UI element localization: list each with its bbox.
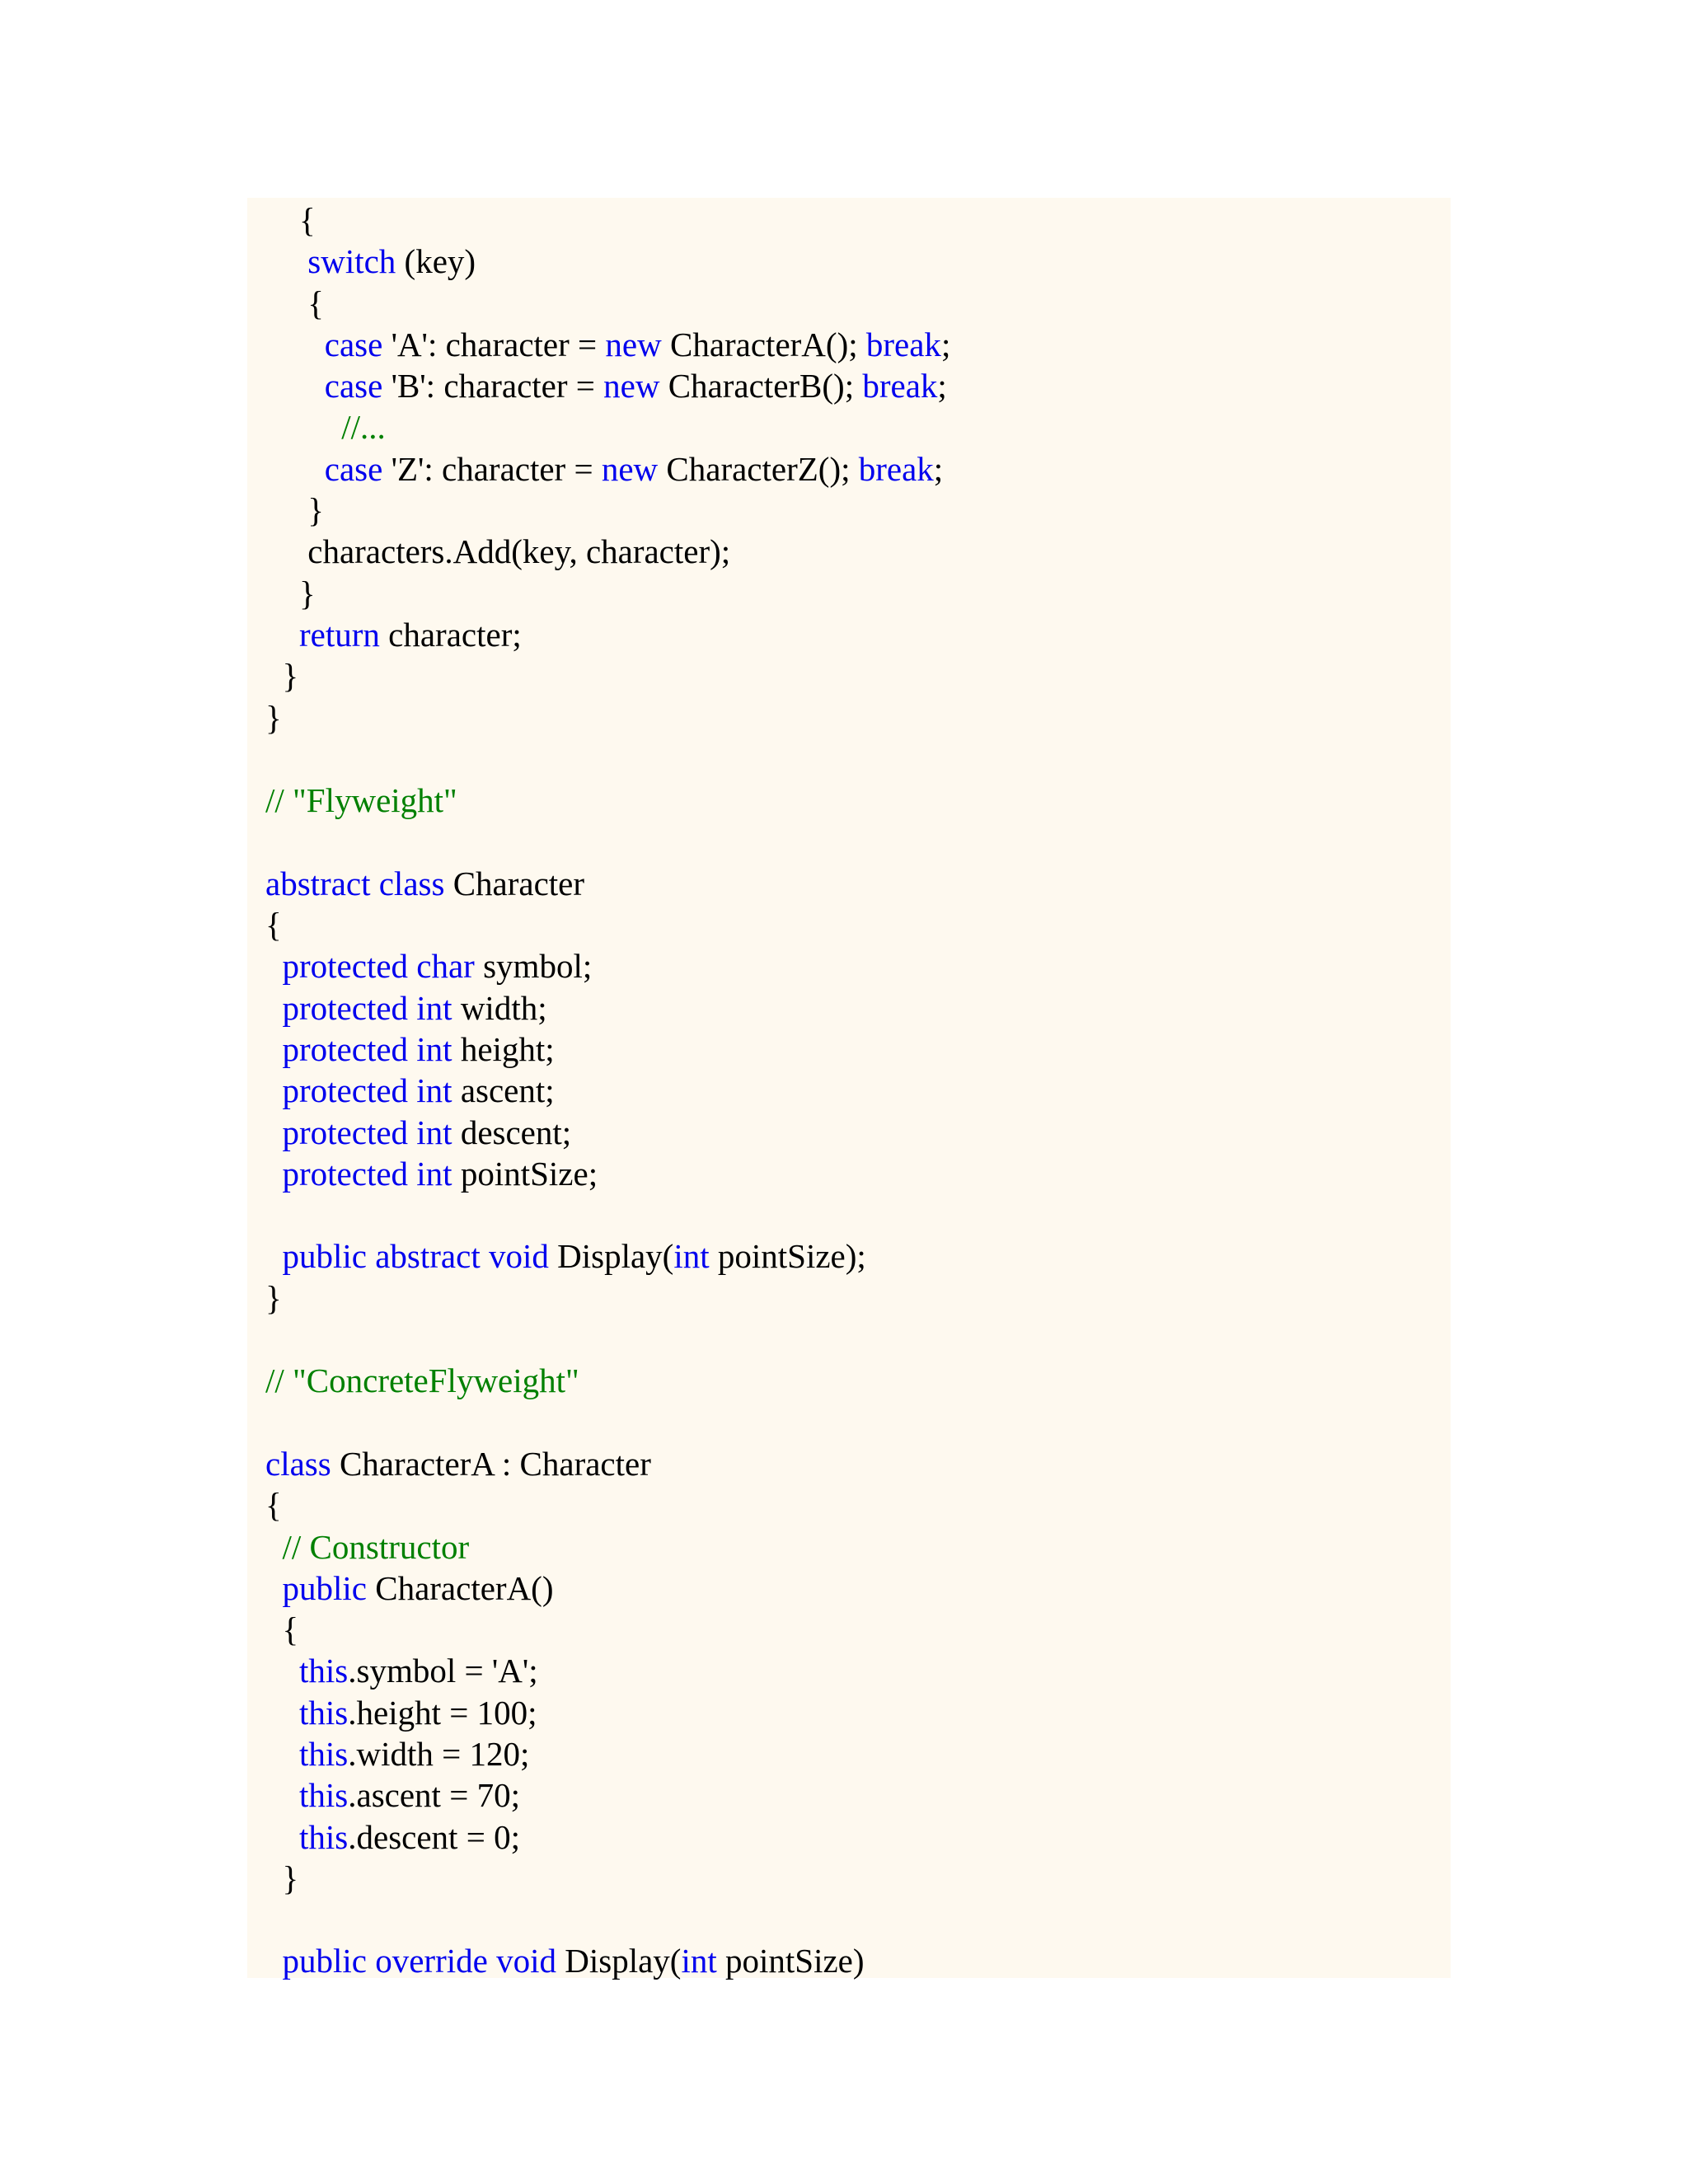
- code-keyword: abstract: [265, 864, 371, 902]
- code-comment: // "Flyweight": [265, 781, 457, 820]
- code-text: 'A': character =: [382, 325, 606, 363]
- code-line: [265, 1235, 950, 1277]
- code-text: [265, 1735, 299, 1773]
- code-keyword: this: [299, 1693, 349, 1732]
- code-comment: //...: [341, 408, 386, 447]
- code-text: [265, 1113, 283, 1151]
- code-keyword: int: [416, 988, 452, 1027]
- code-line: [265, 1443, 950, 1484]
- code-keyword: case: [324, 449, 383, 488]
- code-line: [265, 531, 950, 572]
- code-line: [265, 1650, 950, 1691]
- code-text: [265, 947, 283, 985]
- code-keyword: class: [378, 864, 445, 902]
- code-text: [265, 989, 283, 1027]
- code-keyword: this: [299, 1734, 349, 1773]
- code-text: .ascent = 70;: [348, 1776, 520, 1815]
- code-line: [265, 863, 950, 904]
- code-keyword: return: [299, 615, 380, 654]
- code-line: [265, 945, 950, 987]
- code-text: [265, 1528, 283, 1566]
- code-text: [408, 1155, 416, 1193]
- code-line: [265, 1609, 950, 1650]
- code-text: (key): [396, 242, 476, 281]
- code-text: [265, 1942, 283, 1980]
- code-text: [265, 326, 325, 363]
- code-keyword: protected: [282, 1029, 409, 1068]
- code-text: 'B': character =: [382, 367, 604, 405]
- code-keyword: protected: [282, 947, 409, 986]
- code-line: [265, 324, 950, 365]
- code-keyword: char: [416, 947, 475, 986]
- code-text: [408, 1071, 416, 1109]
- code-keyword: protected: [282, 1071, 409, 1110]
- code-text: .height = 100;: [348, 1693, 537, 1732]
- code-line: [265, 780, 950, 821]
- code-line: [265, 1940, 950, 1981]
- code-keyword: switch: [307, 242, 396, 281]
- code-text: ascent;: [452, 1071, 555, 1110]
- code-text: ;: [937, 367, 947, 405]
- code-line: [265, 821, 950, 862]
- code-keyword: void: [496, 1942, 556, 1980]
- code-text: [265, 1237, 283, 1275]
- code-keyword: case: [324, 325, 383, 363]
- code-text: [265, 1155, 283, 1193]
- code-text: }: [265, 698, 282, 737]
- code-text: [370, 865, 378, 902]
- code-text: pointSize;: [452, 1154, 598, 1193]
- code-keyword: new: [603, 367, 660, 405]
- code-text: [488, 1942, 496, 1980]
- code-text: {: [265, 906, 282, 944]
- code-text: [408, 1113, 416, 1151]
- code-comment: // Constructor: [282, 1527, 470, 1566]
- code-text: }: [265, 574, 316, 612]
- code-line: [265, 1816, 950, 1858]
- code-keyword: public: [282, 1568, 367, 1607]
- code-line: [265, 448, 950, 490]
- code-text: CharacterA : Character: [331, 1444, 651, 1483]
- code-line: [265, 199, 950, 241]
- code-keyword: int: [416, 1029, 452, 1068]
- code-text: ;: [933, 449, 944, 488]
- code-text: character;: [379, 615, 522, 654]
- code-line: [265, 1733, 950, 1774]
- code-text: [265, 1818, 299, 1856]
- code-text: [265, 450, 325, 488]
- code-comment: // "ConcreteFlyweight": [265, 1361, 579, 1400]
- code-line: [265, 1568, 950, 1609]
- code-keyword: protected: [282, 988, 409, 1027]
- code-text: [265, 1694, 299, 1732]
- code-text: [265, 1071, 283, 1109]
- code-text: .width = 120;: [348, 1734, 530, 1773]
- code-text: descent;: [452, 1113, 572, 1151]
- code-text: }: [265, 1858, 299, 1897]
- code-text: Character: [444, 864, 585, 902]
- code-text: {: [265, 284, 324, 322]
- code-line: [265, 738, 950, 780]
- code-text: width;: [452, 988, 547, 1027]
- code-text: }: [265, 657, 299, 696]
- code-text: .descent = 0;: [348, 1817, 520, 1856]
- code-keyword: protected: [282, 1154, 409, 1193]
- code-text: [265, 242, 307, 280]
- code-keyword: int: [673, 1237, 710, 1276]
- code-line: [265, 283, 950, 324]
- code-text: 'Z': character =: [382, 449, 602, 488]
- code-text: pointSize);: [709, 1237, 866, 1276]
- code-line: [265, 1277, 950, 1319]
- code-text: [367, 1942, 375, 1980]
- code-keyword: this: [299, 1776, 349, 1815]
- code-text: [265, 1776, 299, 1814]
- code-keyword: int: [416, 1154, 452, 1193]
- code-keyword: int: [681, 1942, 717, 1980]
- code-line: [265, 406, 950, 448]
- code-keyword: new: [605, 325, 662, 363]
- code-text: height;: [452, 1029, 555, 1068]
- code-keyword: break: [865, 325, 941, 363]
- code-line: [265, 697, 950, 738]
- code-text: CharacterZ();: [658, 449, 859, 488]
- code-line: [265, 1526, 950, 1568]
- code-keyword: public: [282, 1237, 367, 1276]
- code-text: Display(: [556, 1942, 682, 1980]
- code-line: [265, 1153, 950, 1194]
- code-line: [265, 987, 950, 1029]
- code-keyword: public: [282, 1942, 367, 1980]
- code-keyword: override: [375, 1942, 488, 1980]
- code-text: [265, 408, 341, 446]
- code-line: [265, 1112, 950, 1153]
- code-text: [408, 947, 416, 985]
- code-line: [265, 1319, 950, 1360]
- code-line: [265, 1402, 950, 1443]
- code-keyword: break: [858, 449, 934, 488]
- code-keyword: break: [862, 367, 938, 405]
- code-keyword: int: [416, 1071, 452, 1110]
- code-text: {: [265, 1610, 299, 1649]
- code-text: [265, 367, 325, 405]
- code-keyword: this: [299, 1652, 349, 1690]
- code-text: CharacterA(): [366, 1568, 554, 1607]
- code-keyword: abstract: [375, 1237, 481, 1276]
- code-text: [408, 1030, 416, 1068]
- code-text: [367, 1237, 375, 1275]
- code-text: [265, 1652, 299, 1690]
- code-block: [247, 198, 1451, 1978]
- code-line: [265, 241, 950, 282]
- code-line: [265, 1360, 950, 1401]
- code-keyword: class: [265, 1444, 331, 1483]
- code-text: [265, 1030, 283, 1068]
- code-text: {: [265, 1486, 282, 1525]
- code-keyword: int: [416, 1113, 452, 1151]
- code-text: }: [265, 1278, 282, 1317]
- code-text: [265, 1569, 283, 1607]
- code-keyword: new: [601, 449, 659, 488]
- code-line: [265, 1858, 950, 1899]
- code-line: [265, 1194, 950, 1235]
- code-line: [265, 904, 950, 945]
- code-line: [265, 1029, 950, 1070]
- code-keyword: this: [299, 1817, 349, 1856]
- code-text: pointSize): [716, 1942, 865, 1980]
- code-keyword: protected: [282, 1113, 409, 1151]
- code-text: ;: [940, 325, 951, 363]
- code-text: [408, 989, 416, 1027]
- code-text: CharacterB();: [659, 367, 863, 405]
- code-line: [265, 1899, 950, 1940]
- code-line: [265, 1692, 950, 1733]
- code-text: characters.Add(key, character);: [265, 532, 731, 571]
- code-text: Display(: [548, 1237, 674, 1276]
- code-keyword: void: [488, 1237, 549, 1276]
- code-line: [265, 1484, 950, 1526]
- code-line: [265, 1070, 950, 1111]
- code-text: CharacterA();: [661, 325, 866, 363]
- code-line: [265, 1774, 950, 1816]
- code-text: .symbol = 'A';: [348, 1652, 538, 1690]
- code-line: [265, 365, 950, 406]
- code-line: [265, 614, 950, 655]
- code-keyword: case: [324, 367, 383, 405]
- code-text: {: [265, 201, 316, 239]
- code-line: [265, 573, 950, 614]
- code-line: [265, 490, 950, 531]
- code-text: [481, 1237, 489, 1275]
- code-text: symbol;: [474, 947, 593, 986]
- code-lines: [265, 199, 950, 1982]
- code-line: [265, 655, 950, 696]
- code-text: }: [265, 491, 324, 530]
- code-text: [265, 616, 299, 654]
